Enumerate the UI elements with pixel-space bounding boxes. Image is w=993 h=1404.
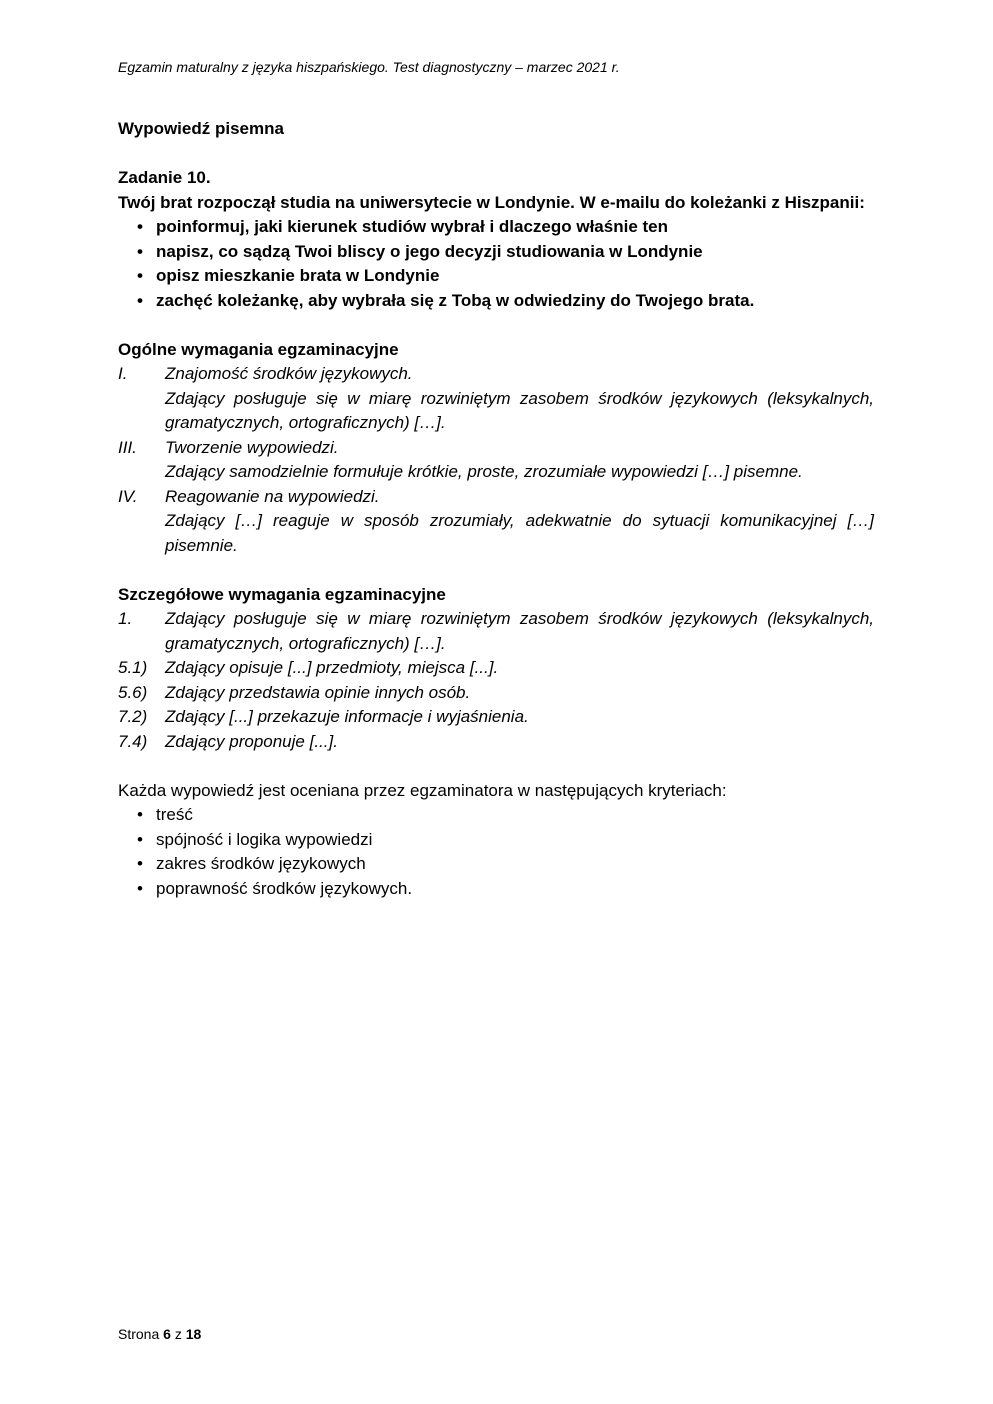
page-content [118,117,874,901]
task-bullet-list [118,215,874,313]
criteria-item: • treść [137,803,874,828]
requirement-number: III. [118,437,137,457]
requirement-number: 1. [118,609,133,628]
detailed-requirements-list [118,607,874,754]
footer-total-pages: 18 [185,1326,202,1342]
footer-prefix: Strona [118,1326,160,1342]
requirement-number: 5.6) [118,682,148,702]
task-bullet: • zachęć koleżankę, aby wybrała się z Tobą w odwiedziny do Twojego brata. [137,289,874,314]
requirement-number: 7.4) [118,731,148,751]
requirement-heading: Znajomość środków językowych. [165,364,413,383]
requirement-heading: Reagowanie na wypowiedzi. [165,486,380,506]
task-bullet: • poinformuj, jaki kierunek studiów wybrał i dlaczego właśnie ten [137,215,874,240]
requirement-text: Zdający proponuje [...]. [165,731,338,751]
criteria-item: • spójność i logika wypowiedzi [137,828,874,853]
requirement-number: I. [118,364,128,383]
requirement-heading: Tworzenie wypowiedzi. [165,437,339,457]
detailed-requirements-title: Szczegółowe wymagania egzaminacyjne [118,584,446,604]
requirement-number: 5.1) [118,658,148,677]
detailed-requirement-item [118,681,874,706]
section-title: Wypowiedź pisemna [118,119,284,138]
requirement-text: Zdający [...] przekazuje informacje i wyjaśnienia. [165,707,529,726]
requirement-number: IV. [118,486,138,506]
task-bullet: • opisz mieszkanie brata w Londynie [137,264,874,289]
general-requirements-list [118,362,874,558]
requirement-text: Zdający samodzielnie formułuje krótkie, proste, zrozumiałe wypowiedzi […] pisemne. [165,462,803,481]
task-title: Zadanie 10. [118,168,211,187]
task-bullet: • napisz, co sądzą Twoi bliscy o jego decyzji studiowania w Londynie [137,240,874,265]
requirement-text: Zdający posługuje się w miarę rozwiniętym zasobem środków językowych (leksykalnych, gramatycznych, ortograficznych) […]. [165,388,874,432]
task-prompt: Twój brat rozpoczął studia na uniwersytecie w Londynie. W e-mailu do koleżanki z Hiszpanii: [118,192,865,212]
requirement-text: Zdający […] reaguje w sposób zrozumiały, adekwatnie do sytuacji komunikacyjnej […] pisemnie. [165,511,874,555]
criteria-list [118,803,874,901]
general-requirement-item [118,436,874,485]
detailed-requirement-item [118,656,874,681]
page-header: Egzamin maturalny z języka hiszpańskiego. Test diagnostyczny – marzec 2021 r. [118,59,620,75]
criteria-item: • poprawność środków językowych. [137,877,874,902]
footer-page-number: 6 [163,1326,171,1342]
detailed-requirement-item [118,730,874,755]
requirement-text: Zdający przedstawia opinie innych osób. [165,682,471,702]
page-footer [118,1326,201,1342]
general-requirement-item [118,485,874,559]
footer-of: z [174,1326,182,1342]
criteria-item: • zakres środków językowych [137,852,874,877]
general-requirements-title: Ogólne wymagania egzaminacyjne [118,339,399,359]
general-requirement-item [118,362,874,436]
requirement-text: Zdający opisuje [...] przedmioty, miejsca [...]. [165,658,499,677]
criteria-intro: Każda wypowiedź jest oceniana przez egzaminatora w następujących kryteriach: [118,780,727,800]
detailed-requirement-item [118,607,874,656]
detailed-requirement-item [118,705,874,730]
requirement-text: Zdający posługuje się w miarę rozwiniętym zasobem środków językowych (leksykalnych, gramatycznych, ortograficznych) […]. [165,609,874,653]
requirement-number: 7.2) [118,707,148,726]
